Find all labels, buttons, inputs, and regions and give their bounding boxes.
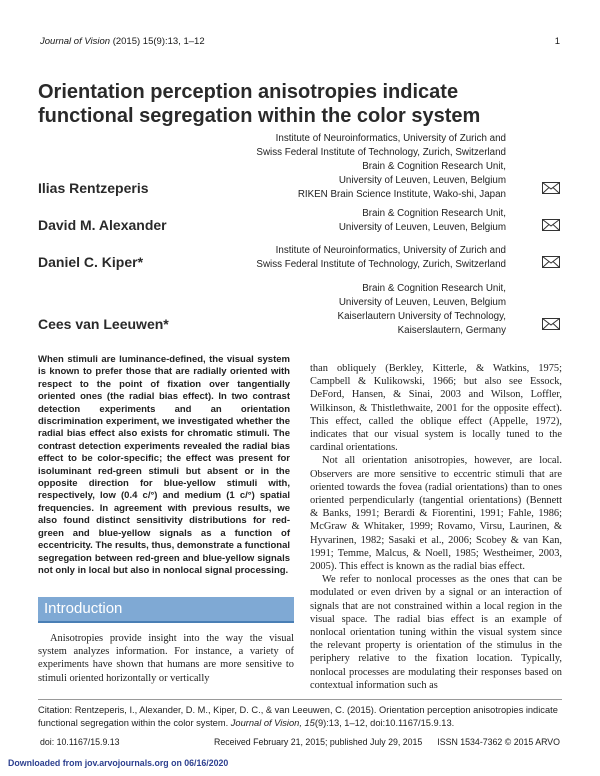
citation-block xyxy=(38,704,562,729)
citation-text: Citation: Rentzeperis, I., Alexander, D. M., Kiper, D. C., & van Leeuwen, C. (2015). Orientation perception anisotropies indicate functional segregation within the color system. xyxy=(38,705,558,728)
citation-doi: (9):13, 1–12, doi:10.1167/15.9.13. xyxy=(314,717,455,728)
footer-issn: ISSN 1534-7362 © 2015 ARVO xyxy=(437,737,560,747)
affiliation-line: University of Leuven, Leuven, Belgium xyxy=(338,175,506,186)
article-title: Orientation perception anisotropies indicate functional segregation within the color system xyxy=(38,81,481,127)
author-name: Ilias Rentzeperis xyxy=(38,180,149,196)
envelope-icon[interactable] xyxy=(542,182,560,194)
section-heading-bar xyxy=(38,597,294,623)
envelope-icon[interactable] xyxy=(542,219,560,231)
affiliation-zurich-2 xyxy=(256,244,506,272)
affiliation-line: Kaiserslautern, Germany xyxy=(397,325,506,336)
author-name: Cees van Leeuwen* xyxy=(38,316,169,332)
download-stamp: Downloaded from jov.arvojournals.org on 06/16/2020 xyxy=(8,758,229,768)
citation-journal: Journal of Vision, 15 xyxy=(230,717,315,728)
page-number: 1 xyxy=(554,36,560,47)
journal-name: Journal of Vision xyxy=(40,36,111,47)
affiliation-line: Institute of Neuroinformatics, University of Zurich and xyxy=(275,133,506,144)
section-heading: Introduction xyxy=(44,600,123,617)
affiliation-line: University of Leuven, Leuven, Belgium xyxy=(338,297,506,308)
intro-paragraph xyxy=(38,632,294,685)
abstract: When stimuli are luminance-defined, the visual system is known to prefer those that are radially oriented with respect to the point of fixation over tangentially oriented ones (the radial bias effect). In two contrast detection experiments and an orientation discrimination experiment, we investigated whether the radial bias effect also exists for chromatic stimuli. The contrast detection experiments revealed the radial bias effect to be color-specific; the effect was present for isoluminant red-green stimuli but absent or in the opposite direction for blue-yellow stimuli with, respectively, low (0.4 c/°) and medium (1 c/°) spatial frequencies. In agreement with previous results, we also found distinct sensitivity distributions for red-green and blue-yellow signals as a function of eccentricity. The results, thus, demonstrate a functional segregation between red-green and blue-yellow signals not only in local but also in nonlocal signal processing. xyxy=(38,354,290,576)
affiliation-line: Institute of Neuroinformatics, University of Zurich and xyxy=(275,245,506,256)
footer-received: Received February 21, 2015; published July 29, 2015 xyxy=(214,737,423,747)
body-paragraph: Not all orientation anisotropies, however, are local. Observers are more sensitive to eccentric stimuli that are oriented towards the fovea (radial orientations) than to ones oriented perpendicularly (tangential orientations) (Bennett & Banks, 1991; Berardi & Fiorentini, 1991; Fahle, 1986; McGraw & Whitaker, 1999; Rovamo, Virsu, Laurinen, & Hyvarinen, 1982; Sasaki et al., 2006; Scobey & van Kan, 1991; Temme, Malcus, & Noell, 1985; Westheimer, 2003, 2005). This effect is known as the radial bias effect. xyxy=(310,455,562,573)
affiliation-leuven-kaiserslautern xyxy=(338,282,506,338)
affiliation-zurich xyxy=(256,132,506,202)
affiliation-line: RIKEN Brain Science Institute, Wako-shi, Japan xyxy=(297,189,506,200)
affiliation-line: Swiss Federal Institute of Technology, Zurich, Switzerland xyxy=(256,259,506,270)
body-paragraph: We refer to nonlocal processes as the ones that can be modulated or even driven by a signal or an interaction of signals that are not constrained within a local region in the visual space. The radial bias effect is an example of nonlocal orientation tuning within the visual system since the relevant property is orientation of the stimulus in the periphery relative to the fixation location. Typically, nonlocal processes are modulating their responses based on contextual information such as xyxy=(310,574,562,691)
affiliation-leuven xyxy=(339,207,506,235)
affiliation-line: Swiss Federal Institute of Technology, Zurich, Switzerland xyxy=(256,147,506,158)
journal-citation: (2015) 15(9):13, 1–12 xyxy=(112,36,205,47)
affiliation-line: Brain & Cognition Research Unit, xyxy=(362,283,506,294)
body-paragraph: than obliquely (Berkley, Kitterle, & Watkins, 1975; Campbell & Kulikowski, 1966; but also see Essock, DeFord, Hansen, & Sinai, 2003 and Wilson, Loffler, Wilkinson, & Thistlethwaite, 2001 for the opposite effect). This effect, called the oblique effect (Appelle, 1972), indicates that our visual system is locally tuned to the cardinal orientations. xyxy=(310,363,562,454)
citation-divider xyxy=(38,699,562,700)
affiliation-line: University of Leuven, Leuven, Belgium xyxy=(338,222,506,233)
affiliation-line: Brain & Cognition Research Unit, xyxy=(362,161,506,172)
envelope-icon[interactable] xyxy=(542,318,560,330)
body-paragraph: Anisotropies provide insight into the way the visual system analyzes information. For instance, a variety of experiments have shown that humans are more sensitive to stimuli oriented horizontally or vertically xyxy=(38,633,294,684)
footer-doi[interactable]: doi: 10.1167/15.9.13 xyxy=(40,737,120,747)
envelope-icon[interactable] xyxy=(542,256,560,268)
running-header xyxy=(40,36,205,47)
affiliation-line: Brain & Cognition Research Unit, xyxy=(362,208,506,219)
author-name: David M. Alexander xyxy=(38,217,167,233)
author-name: Daniel C. Kiper* xyxy=(38,254,144,270)
right-column xyxy=(310,362,562,692)
affiliation-line: Kaiserlautern University of Technology, xyxy=(337,311,506,322)
